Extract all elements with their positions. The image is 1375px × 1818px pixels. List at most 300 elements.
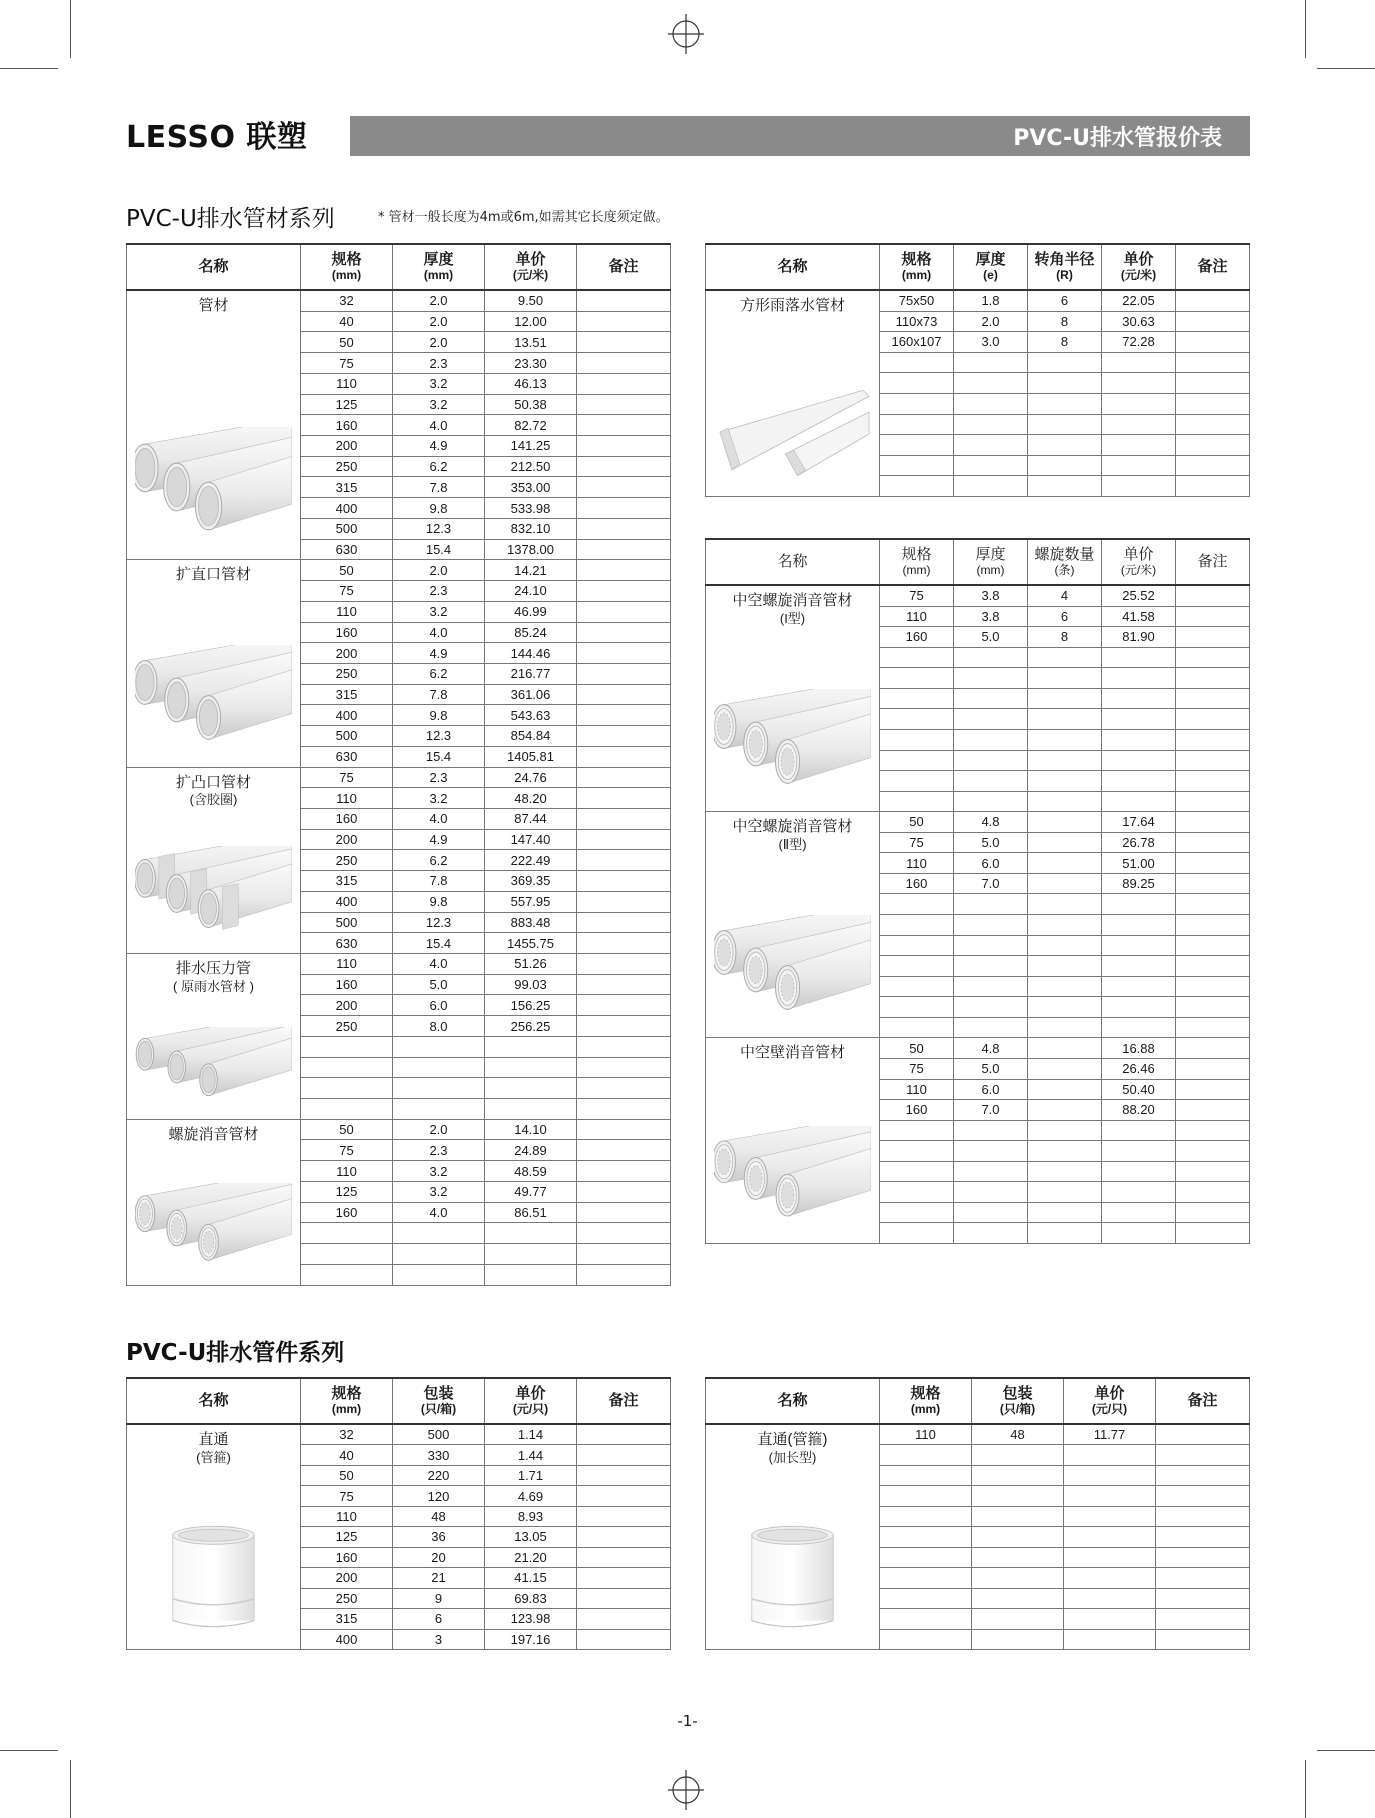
cell-value: 400 bbox=[301, 1629, 393, 1649]
remark-cell bbox=[1156, 1629, 1250, 1649]
cell-value bbox=[485, 1036, 577, 1057]
cell-value bbox=[880, 791, 954, 812]
col-header-remark: 备注 bbox=[577, 244, 671, 290]
cell-value bbox=[1028, 414, 1102, 435]
cell-value bbox=[1028, 935, 1102, 956]
remark-cell bbox=[1176, 853, 1250, 874]
cell-value bbox=[954, 455, 1028, 476]
cell-value: 26.46 bbox=[1102, 1058, 1176, 1079]
product-image bbox=[135, 1027, 292, 1109]
col-header-name: 名称 bbox=[127, 244, 301, 290]
remark-cell bbox=[577, 1547, 671, 1567]
remark-cell bbox=[577, 746, 671, 767]
cell-value bbox=[1102, 455, 1176, 476]
table-row bbox=[127, 954, 671, 975]
cell-value: 9.8 bbox=[393, 498, 485, 519]
cell-value: 50 bbox=[880, 1038, 954, 1059]
cell-value: 24.10 bbox=[485, 581, 577, 602]
remark-cell bbox=[577, 850, 671, 871]
remark-cell bbox=[577, 1181, 671, 1202]
product-subname: ( 原雨水管材 ) bbox=[173, 978, 254, 994]
cell-value: 353.00 bbox=[485, 477, 577, 498]
cell-value bbox=[880, 1609, 972, 1629]
cell-value bbox=[1102, 1120, 1176, 1141]
cell-value: 46.13 bbox=[485, 373, 577, 394]
cell-value: 630 bbox=[301, 539, 393, 560]
cell-value: 50 bbox=[301, 332, 393, 353]
cell-value: 48.59 bbox=[485, 1161, 577, 1182]
remark-cell bbox=[577, 912, 671, 933]
cell-value: 110 bbox=[301, 1161, 393, 1182]
cell-value: 7.0 bbox=[954, 873, 1028, 894]
cell-value bbox=[880, 771, 954, 792]
product-image bbox=[135, 846, 292, 943]
cell-value bbox=[1028, 647, 1102, 668]
cell-value: 125 bbox=[301, 394, 393, 415]
cell-value: 2.3 bbox=[393, 767, 485, 788]
cell-value: 8 bbox=[1028, 627, 1102, 648]
remark-cell bbox=[577, 1527, 671, 1547]
cell-value: 4.69 bbox=[485, 1486, 577, 1506]
cell-value: 4 bbox=[1028, 585, 1102, 606]
cell-value bbox=[1028, 352, 1102, 373]
col-header-spec: 规格 (mm) bbox=[880, 244, 954, 290]
cell-value bbox=[880, 976, 954, 997]
cell-value bbox=[954, 1202, 1028, 1223]
cell-value bbox=[880, 1445, 972, 1465]
remark-cell bbox=[1176, 393, 1250, 414]
cell-value bbox=[880, 729, 954, 750]
cell-value bbox=[954, 1161, 1028, 1182]
col-header-thickness: 厚度 (mm) bbox=[393, 244, 485, 290]
cell-value bbox=[972, 1568, 1064, 1588]
cell-value: 197.16 bbox=[485, 1629, 577, 1649]
cell-value bbox=[1028, 976, 1102, 997]
remark-cell bbox=[577, 891, 671, 912]
cell-value: 160 bbox=[301, 622, 393, 643]
cell-value: 12.3 bbox=[393, 726, 485, 747]
remark-cell bbox=[1176, 1202, 1250, 1223]
cell-value: 2.0 bbox=[393, 1119, 485, 1140]
product-image bbox=[135, 1183, 292, 1275]
cell-value: 400 bbox=[301, 705, 393, 726]
remark-cell bbox=[1176, 976, 1250, 997]
cell-value: 832.10 bbox=[485, 518, 577, 539]
cell-value: 110 bbox=[301, 954, 393, 975]
col-header-name: 名称 bbox=[127, 1378, 301, 1424]
cell-value bbox=[1028, 915, 1102, 936]
cell-value: 1.14 bbox=[485, 1424, 577, 1445]
cell-value: 20 bbox=[393, 1547, 485, 1567]
remark-cell bbox=[577, 1568, 671, 1588]
cell-value: 13.05 bbox=[485, 1527, 577, 1547]
cell-value: 50.40 bbox=[1102, 1079, 1176, 1100]
remark-cell bbox=[577, 1424, 671, 1445]
cell-value: 50.38 bbox=[485, 394, 577, 415]
header-bar bbox=[350, 116, 1250, 156]
cell-value: 4.0 bbox=[393, 808, 485, 829]
remark-cell bbox=[1176, 414, 1250, 435]
header-title: PVC-U排水管报价表 bbox=[1013, 125, 1222, 151]
cell-value bbox=[1102, 956, 1176, 977]
remark-cell bbox=[577, 954, 671, 975]
cell-value: 6 bbox=[393, 1609, 485, 1629]
cell-value bbox=[1102, 688, 1176, 709]
remark-cell bbox=[1176, 1100, 1250, 1121]
remark-cell bbox=[577, 643, 671, 664]
cell-value bbox=[954, 435, 1028, 456]
remark-cell bbox=[577, 871, 671, 892]
remark-cell bbox=[1156, 1527, 1250, 1547]
col-header-spec: 规格 (mm) bbox=[880, 539, 954, 585]
product-name-cell bbox=[127, 767, 301, 953]
cell-value bbox=[1028, 956, 1102, 977]
cell-value: 3 bbox=[393, 1629, 485, 1649]
remark-cell bbox=[577, 1119, 671, 1140]
remark-cell bbox=[577, 1588, 671, 1608]
product-name: 扩凸口管材 bbox=[175, 773, 251, 791]
cell-value bbox=[485, 1264, 577, 1285]
cell-value: 13.51 bbox=[485, 332, 577, 353]
product-name-cell bbox=[127, 290, 301, 560]
remark-cell bbox=[577, 581, 671, 602]
table-row bbox=[127, 290, 671, 311]
cell-value: 315 bbox=[301, 477, 393, 498]
cell-value: 200 bbox=[301, 995, 393, 1016]
col-header-price: 单价 (元/米) bbox=[1102, 539, 1176, 585]
product-name-cell bbox=[127, 1119, 301, 1285]
cell-value: 75 bbox=[301, 353, 393, 374]
cell-value: 543.63 bbox=[485, 705, 577, 726]
remark-cell bbox=[577, 332, 671, 353]
cell-value bbox=[880, 476, 954, 497]
cell-value bbox=[1102, 1182, 1176, 1203]
brand-logo: LESSO 联塑 bbox=[126, 120, 308, 155]
remark-cell bbox=[1176, 1058, 1250, 1079]
col-header-spec: 规格 (mm) bbox=[301, 1378, 393, 1424]
cell-value: 50 bbox=[880, 812, 954, 833]
cell-value: 110 bbox=[880, 1079, 954, 1100]
product-image bbox=[135, 427, 292, 549]
cell-value: 883.48 bbox=[485, 912, 577, 933]
col-header-remark: 备注 bbox=[577, 1378, 671, 1424]
cell-value: 3.8 bbox=[954, 585, 1028, 606]
cell-value: 160 bbox=[301, 808, 393, 829]
cell-value bbox=[880, 1141, 954, 1162]
cell-value: 160x107 bbox=[880, 332, 954, 353]
remark-cell bbox=[577, 456, 671, 477]
cell-value bbox=[1028, 393, 1102, 414]
cell-value bbox=[1028, 1017, 1102, 1038]
cell-value: 16.88 bbox=[1102, 1038, 1176, 1059]
cell-value: 75 bbox=[880, 585, 954, 606]
cell-value bbox=[954, 771, 1028, 792]
cell-value bbox=[393, 1264, 485, 1285]
cell-value: 25.52 bbox=[1102, 585, 1176, 606]
cell-value: 9.8 bbox=[393, 891, 485, 912]
cell-value bbox=[485, 1244, 577, 1265]
cell-value: 87.44 bbox=[485, 808, 577, 829]
remark-cell bbox=[577, 995, 671, 1016]
cell-value: 200 bbox=[301, 1568, 393, 1588]
cell-value: 3.2 bbox=[393, 788, 485, 809]
cell-value bbox=[1102, 393, 1176, 414]
col-header-spec: 规格 (mm) bbox=[880, 1378, 972, 1424]
remark-cell bbox=[577, 477, 671, 498]
remark-cell bbox=[1156, 1506, 1250, 1526]
cell-value bbox=[880, 997, 954, 1018]
cell-value: 125 bbox=[301, 1181, 393, 1202]
remark-cell bbox=[1176, 832, 1250, 853]
cell-value bbox=[1102, 935, 1176, 956]
cell-value: 212.50 bbox=[485, 456, 577, 477]
cell-value: 75 bbox=[301, 767, 393, 788]
cell-value bbox=[393, 1223, 485, 1244]
remark-cell bbox=[577, 1264, 671, 1285]
cell-value bbox=[954, 1182, 1028, 1203]
cell-value bbox=[1102, 750, 1176, 771]
cell-value bbox=[485, 1223, 577, 1244]
cell-value: 2.0 bbox=[393, 332, 485, 353]
remark-cell bbox=[1176, 1017, 1250, 1038]
remark-cell bbox=[577, 1223, 671, 1244]
table-row bbox=[706, 812, 1250, 833]
cell-value: 12.3 bbox=[393, 518, 485, 539]
crop-mark bbox=[0, 68, 58, 69]
cell-value bbox=[1064, 1609, 1156, 1629]
cell-value bbox=[1102, 894, 1176, 915]
cell-value: 41.58 bbox=[1102, 606, 1176, 627]
cell-value bbox=[1028, 1079, 1102, 1100]
cell-value: 9 bbox=[393, 1588, 485, 1608]
crop-mark bbox=[0, 1750, 58, 1751]
cell-value: 125 bbox=[301, 1527, 393, 1547]
remark-cell bbox=[1176, 1120, 1250, 1141]
cell-value bbox=[1102, 791, 1176, 812]
product-name: 管材 bbox=[198, 297, 229, 314]
cell-value: 315 bbox=[301, 684, 393, 705]
cell-value: 75 bbox=[880, 832, 954, 853]
cell-value: 32 bbox=[301, 290, 393, 311]
cell-value: 141.25 bbox=[485, 436, 577, 457]
cell-value bbox=[301, 1223, 393, 1244]
cell-value bbox=[880, 1465, 972, 1485]
cell-value bbox=[1102, 435, 1176, 456]
cell-value bbox=[880, 688, 954, 709]
cell-value: 75 bbox=[301, 581, 393, 602]
cell-value: 160 bbox=[880, 1100, 954, 1121]
cell-value bbox=[393, 1057, 485, 1078]
product-image bbox=[135, 1517, 292, 1639]
cell-value: 315 bbox=[301, 871, 393, 892]
cell-value: 3.2 bbox=[393, 373, 485, 394]
cell-value: 1378.00 bbox=[485, 539, 577, 560]
cell-value bbox=[972, 1527, 1064, 1547]
cell-value: 85.24 bbox=[485, 622, 577, 643]
cell-value: 6 bbox=[1028, 290, 1102, 311]
cell-value: 26.78 bbox=[1102, 832, 1176, 853]
cell-value: 361.06 bbox=[485, 684, 577, 705]
remark-cell bbox=[577, 1506, 671, 1526]
cell-value bbox=[880, 1223, 954, 1244]
product-subname: (Ⅱ型) bbox=[778, 836, 807, 852]
cell-value bbox=[1028, 1161, 1102, 1182]
cell-value: 4.0 bbox=[393, 415, 485, 436]
cell-value: 4.0 bbox=[393, 622, 485, 643]
cell-value bbox=[954, 894, 1028, 915]
cell-value: 120 bbox=[393, 1486, 485, 1506]
cell-value bbox=[1064, 1568, 1156, 1588]
col-header-price: 单价 (元/只) bbox=[1064, 1378, 1156, 1424]
col-header-thickness: 厚度 (e) bbox=[954, 244, 1028, 290]
cell-value bbox=[1028, 729, 1102, 750]
cell-value bbox=[1102, 476, 1176, 497]
cell-value: 256.25 bbox=[485, 1016, 577, 1037]
cell-value: 6.0 bbox=[954, 1079, 1028, 1100]
remark-cell bbox=[577, 1202, 671, 1223]
cell-value: 2.0 bbox=[393, 290, 485, 311]
cell-value bbox=[1028, 1223, 1102, 1244]
cell-value bbox=[880, 1202, 954, 1223]
remark-cell bbox=[1176, 606, 1250, 627]
cell-value: 110 bbox=[301, 788, 393, 809]
cell-value: 12.00 bbox=[485, 311, 577, 332]
cell-value: 14.10 bbox=[485, 1119, 577, 1140]
remark-cell bbox=[1176, 585, 1250, 606]
cell-value bbox=[1028, 791, 1102, 812]
cell-value bbox=[301, 1244, 393, 1265]
cell-value bbox=[1102, 1017, 1176, 1038]
cell-value bbox=[1064, 1445, 1156, 1465]
cell-value: 330 bbox=[393, 1445, 485, 1465]
cell-value: 24.89 bbox=[485, 1140, 577, 1161]
remark-cell bbox=[577, 1078, 671, 1099]
cell-value: 15.4 bbox=[393, 539, 485, 560]
remark-cell bbox=[577, 1629, 671, 1649]
crop-mark bbox=[1305, 1760, 1306, 1818]
cell-value bbox=[880, 1629, 972, 1649]
cell-value bbox=[880, 709, 954, 730]
cell-value: 2.3 bbox=[393, 581, 485, 602]
cell-value bbox=[954, 791, 1028, 812]
cell-value bbox=[972, 1486, 1064, 1506]
col-header-pack: 包装 (只/箱) bbox=[972, 1378, 1064, 1424]
cell-value bbox=[393, 1244, 485, 1265]
col-header-pack: 包装 (只/箱) bbox=[393, 1378, 485, 1424]
remark-cell bbox=[577, 622, 671, 643]
cell-value: 160 bbox=[880, 873, 954, 894]
cell-value: 500 bbox=[393, 1424, 485, 1445]
col-header-price: 单价 (元/米) bbox=[1102, 244, 1176, 290]
cell-value bbox=[954, 476, 1028, 497]
cell-value: 11.77 bbox=[1064, 1424, 1156, 1445]
cell-value: 6.2 bbox=[393, 456, 485, 477]
remark-cell bbox=[577, 415, 671, 436]
remark-cell bbox=[577, 353, 671, 374]
cell-value: 3.2 bbox=[393, 601, 485, 622]
cell-value: 630 bbox=[301, 746, 393, 767]
cell-value: 50 bbox=[301, 560, 393, 581]
cell-value: 200 bbox=[301, 643, 393, 664]
cell-value bbox=[1064, 1465, 1156, 1485]
table-row bbox=[127, 767, 671, 788]
remark-cell bbox=[577, 601, 671, 622]
remark-cell bbox=[1176, 1223, 1250, 1244]
cell-value: 7.8 bbox=[393, 477, 485, 498]
registration-mark-icon bbox=[666, 14, 706, 54]
cell-value: 110 bbox=[880, 1424, 972, 1445]
cell-value bbox=[880, 455, 954, 476]
cell-value bbox=[393, 1099, 485, 1120]
cell-value bbox=[954, 729, 1028, 750]
cell-value bbox=[1028, 750, 1102, 771]
product-image bbox=[714, 1126, 871, 1233]
col-header-name: 名称 bbox=[706, 539, 880, 585]
cell-value bbox=[1102, 414, 1176, 435]
cell-value: 4.8 bbox=[954, 1038, 1028, 1059]
cell-value bbox=[954, 688, 1028, 709]
cell-value: 156.25 bbox=[485, 995, 577, 1016]
cell-value: 200 bbox=[301, 436, 393, 457]
pipe-price-table bbox=[126, 243, 671, 1286]
table-row bbox=[706, 1038, 1250, 1059]
cell-value bbox=[1064, 1547, 1156, 1567]
cell-value bbox=[954, 414, 1028, 435]
cell-value: 69.83 bbox=[485, 1588, 577, 1608]
cell-value: 250 bbox=[301, 1016, 393, 1037]
cell-value: 1455.75 bbox=[485, 933, 577, 954]
remark-cell bbox=[577, 290, 671, 311]
cell-value bbox=[880, 373, 954, 394]
cell-value bbox=[1028, 1182, 1102, 1203]
remark-cell bbox=[577, 1609, 671, 1629]
cell-value bbox=[1102, 709, 1176, 730]
cell-value bbox=[1102, 1223, 1176, 1244]
cell-value: 12.3 bbox=[393, 912, 485, 933]
page-number: -1- bbox=[677, 1712, 698, 1730]
cell-value bbox=[880, 1486, 972, 1506]
product-name: 方形雨落水管材 bbox=[739, 297, 845, 314]
cell-value: 110 bbox=[880, 606, 954, 627]
cell-value bbox=[880, 1161, 954, 1182]
cell-value bbox=[1064, 1629, 1156, 1649]
cell-value bbox=[485, 1078, 577, 1099]
cell-value bbox=[972, 1465, 1064, 1485]
table-row bbox=[127, 1119, 671, 1140]
cell-value: 200 bbox=[301, 829, 393, 850]
col-header-spec: 规格 (mm) bbox=[301, 244, 393, 290]
cell-value bbox=[1028, 853, 1102, 874]
cell-value: 48 bbox=[393, 1506, 485, 1526]
cell-value: 500 bbox=[301, 518, 393, 539]
remark-cell bbox=[577, 1057, 671, 1078]
remark-cell bbox=[1176, 873, 1250, 894]
cell-value bbox=[1064, 1486, 1156, 1506]
cell-value: 2.3 bbox=[393, 1140, 485, 1161]
remark-cell bbox=[577, 808, 671, 829]
cell-value: 110 bbox=[301, 1506, 393, 1526]
cell-value: 50 bbox=[301, 1465, 393, 1485]
col-header-remark: 备注 bbox=[1176, 244, 1250, 290]
cell-value bbox=[485, 1057, 577, 1078]
cell-value: 48 bbox=[972, 1424, 1064, 1445]
cell-value: 2.0 bbox=[954, 311, 1028, 332]
cell-value bbox=[880, 935, 954, 956]
cell-value bbox=[1102, 1202, 1176, 1223]
product-image bbox=[714, 689, 871, 801]
cell-value: 1.71 bbox=[485, 1465, 577, 1485]
cell-value: 81.90 bbox=[1102, 627, 1176, 648]
